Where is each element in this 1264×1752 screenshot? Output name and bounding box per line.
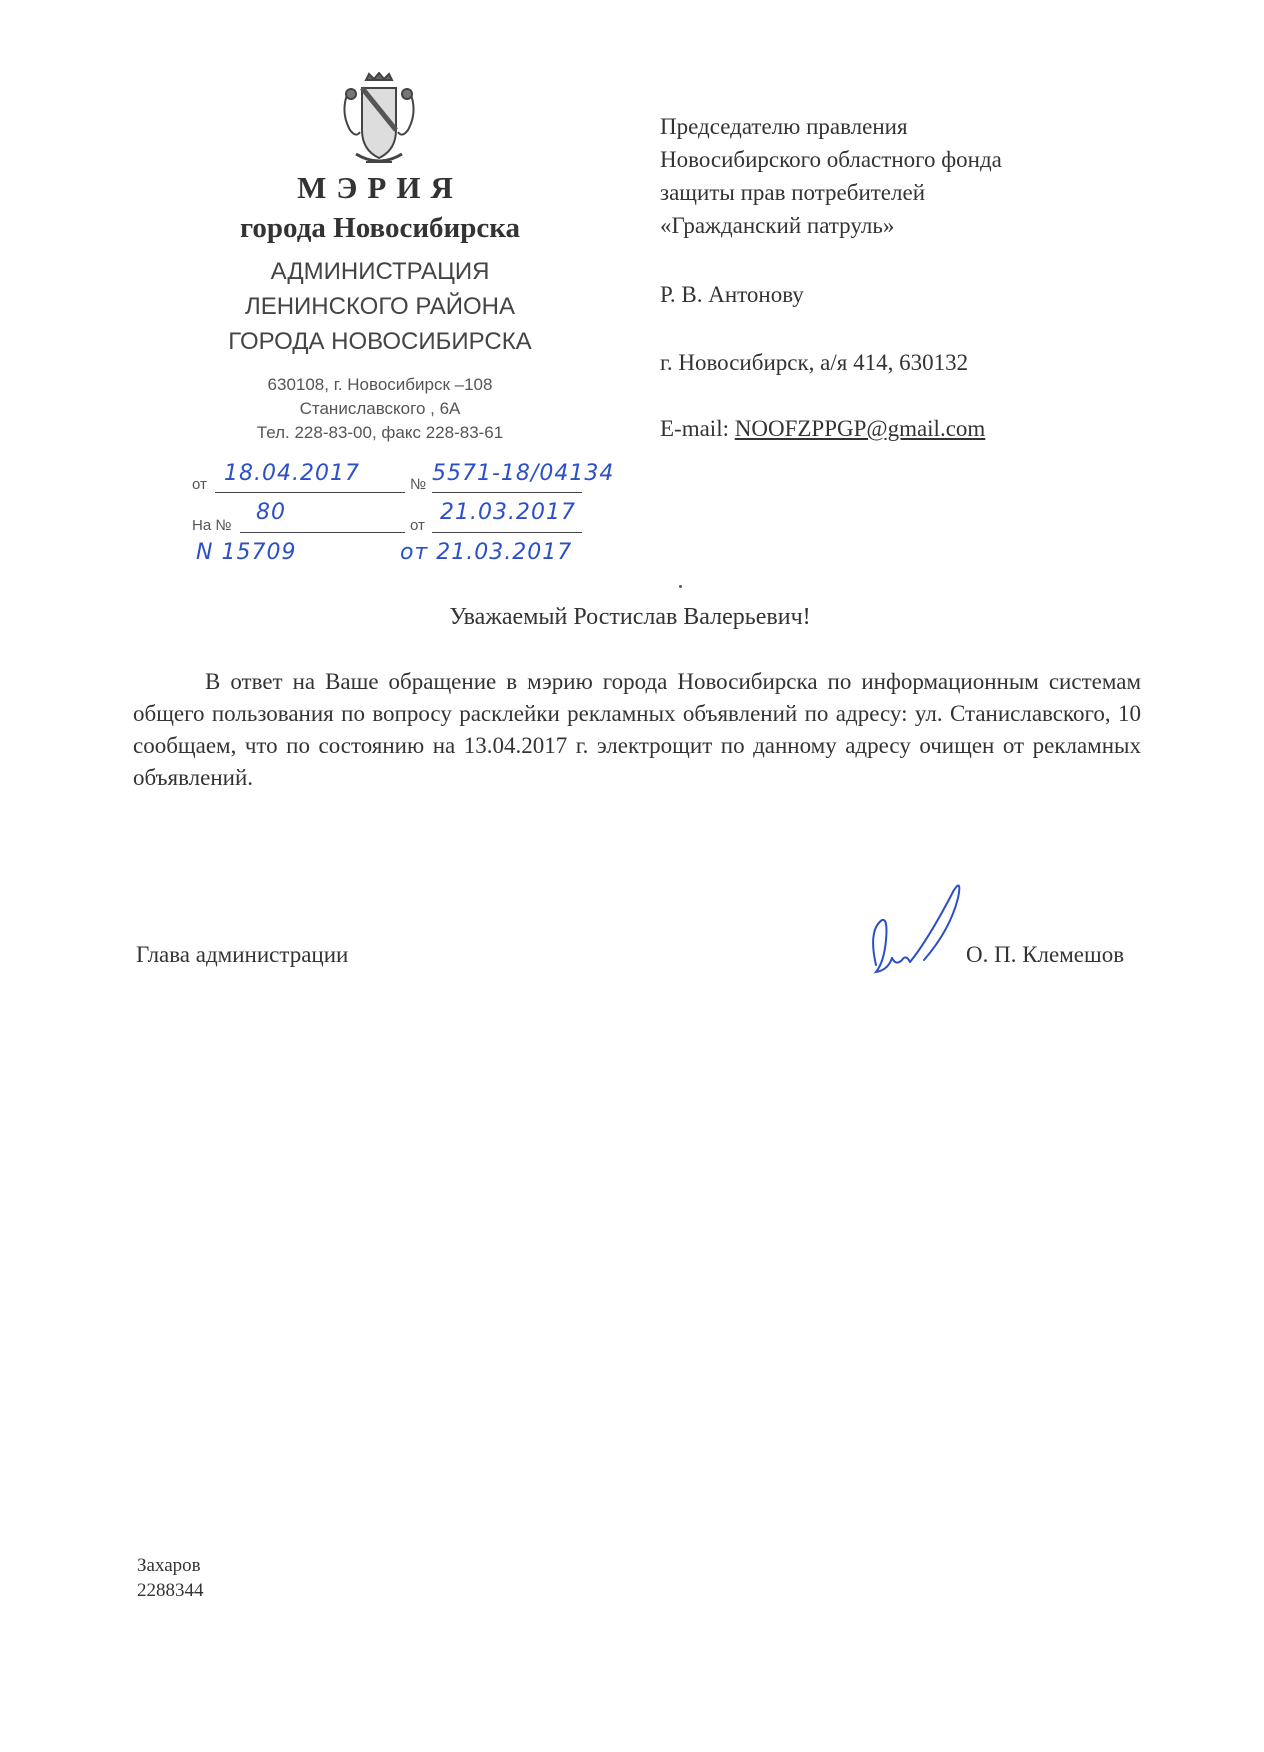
addressee-line-4: «Гражданский патруль» <box>660 213 895 238</box>
reply-date-handwritten: 21.03.2017 <box>440 500 576 525</box>
reply-number-handwritten: 80 <box>256 500 286 525</box>
coat-of-arms-emblem <box>336 72 422 172</box>
reply-label: На № <box>192 517 232 534</box>
number-line <box>432 492 582 493</box>
admin-line-2: ЛЕНИНСКОГО РАЙОНА <box>244 293 516 320</box>
addressee-line-3: защиты прав потребителей <box>660 180 926 205</box>
email-link[interactable]: NOOFZPPGP@gmail.com <box>734 416 986 441</box>
number-handwritten: 5571-18/04134 <box>432 461 615 486</box>
extra-date-handwritten: от 21.03.2017 <box>400 540 573 565</box>
addressee-email-row <box>660 416 985 442</box>
executor-phone: 2288344 <box>137 1580 204 1601</box>
admin-line-3: ГОРОДА НОВОСИБИРСКА <box>228 328 532 355</box>
addressee-line-1: Председателю правления <box>660 114 908 139</box>
addressee-name: Р. В. Антонову <box>660 282 804 307</box>
from-label: от <box>192 476 207 493</box>
reply-date-label: от <box>410 517 425 534</box>
executor-name: Захаров <box>137 1555 201 1576</box>
address-line-1: 630108, г. Новосибирск –108 <box>267 375 493 394</box>
executor-block <box>137 1553 204 1603</box>
signer-name: О. П. Клемешов <box>966 942 1125 967</box>
email-label: E-mail: <box>660 416 735 441</box>
number-label: № <box>410 476 427 493</box>
meria-title: МЭРИЯ <box>297 170 463 205</box>
addressee-postal: г. Новосибирск, а/я 414, 630132 <box>660 350 969 375</box>
city-title: города Новосибирска <box>239 212 521 244</box>
body-paragraph: В ответ на Ваше обращение в мэрию города Новосибирска по информационным системам общего пользования по вопросу расклейки рекламных объявлений по адресу: ул. Станиславского, 10 сообщаем, что по состоянию на 13.04.2017 г. электрощит по данному адресу очищен от рекламных объявлений. <box>133 669 1141 790</box>
handwritten-signature <box>858 870 978 985</box>
signer-title: Глава администрации <box>136 942 349 967</box>
from-date-line <box>215 492 405 493</box>
reply-date-line <box>432 532 582 533</box>
from-date-handwritten: 18.04.2017 <box>224 461 360 486</box>
address-line-3: Тел. 228-83-00, факс 228-83-61 <box>256 423 504 442</box>
reply-number-line <box>240 532 405 533</box>
addressee-line-2: Новосибирского областного фонда <box>660 147 1002 172</box>
address-line-2: Станиславского , 6А <box>299 399 461 418</box>
greeting: Уважаемый Ростислав Валерьевич! <box>449 604 811 630</box>
scan-dot <box>679 585 682 588</box>
extra-number-handwritten: N 15709 <box>196 540 297 565</box>
admin-line-1: АДМИНИСТРАЦИЯ <box>270 258 490 285</box>
